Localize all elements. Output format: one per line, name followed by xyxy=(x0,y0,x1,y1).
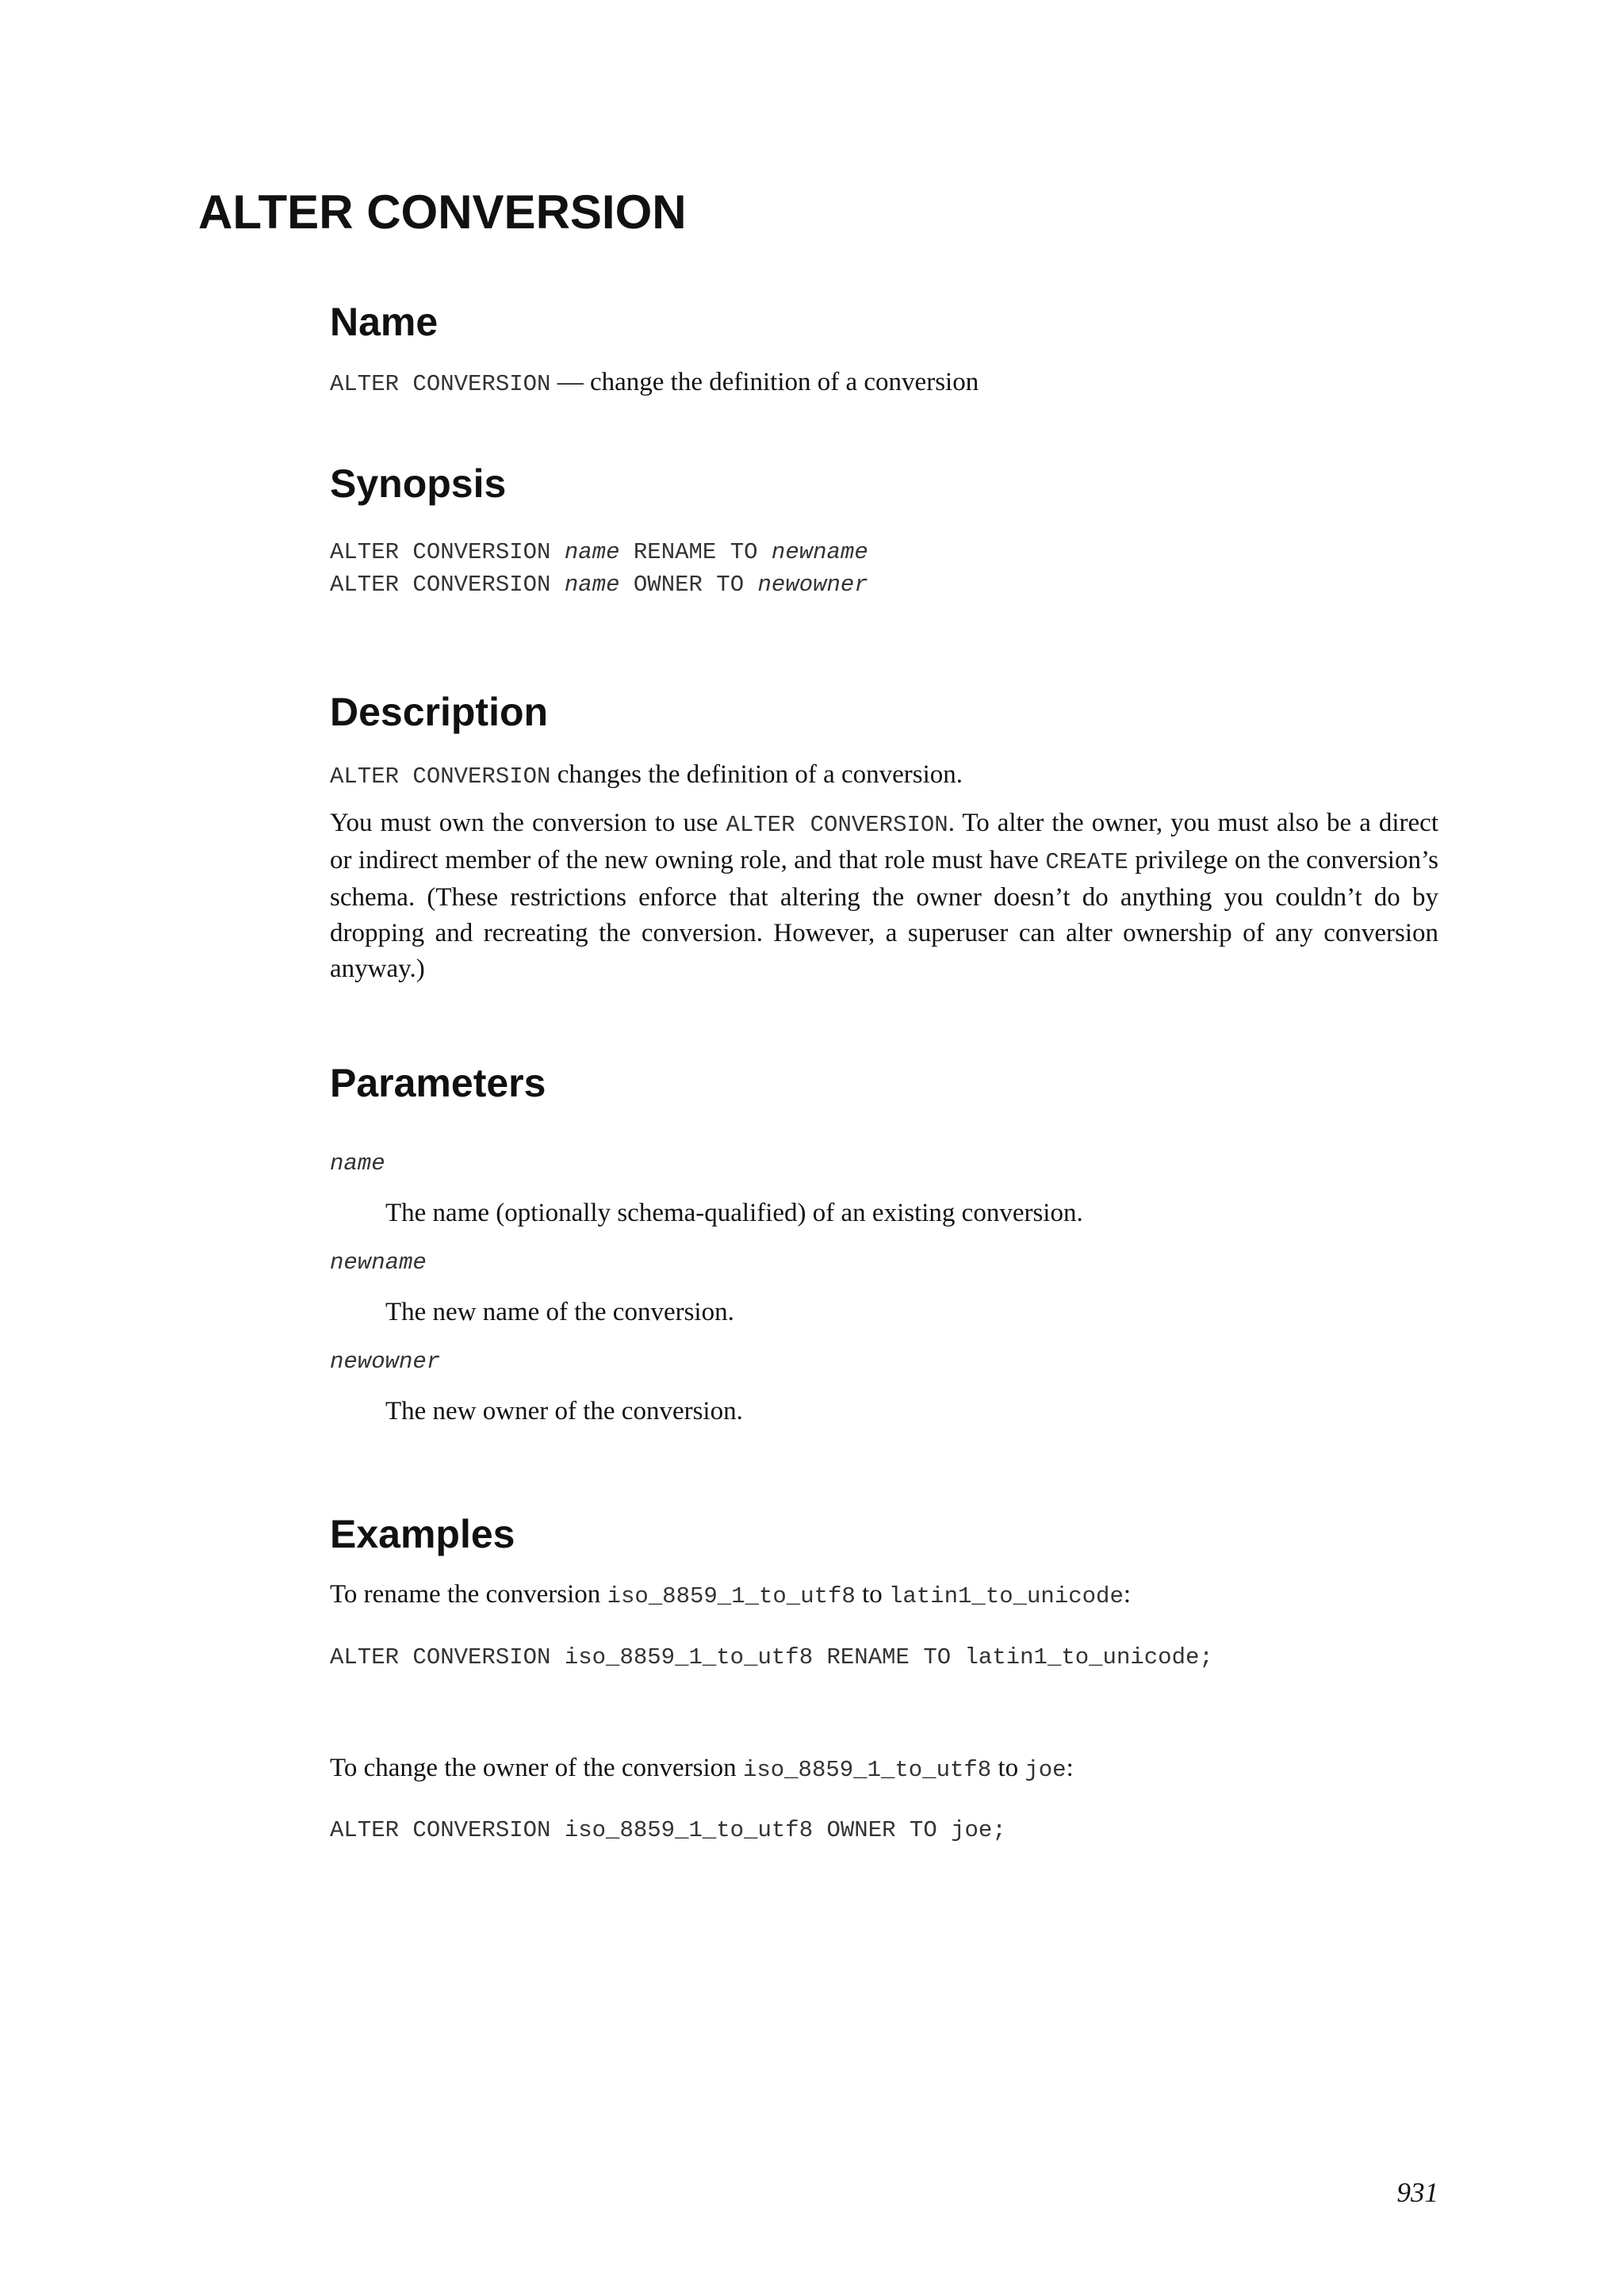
example-2-code: ALTER CONVERSION iso_8859_1_to_utf8 OWNER TO joe; xyxy=(330,1817,1006,1843)
example-1-code: ALTER CONVERSION iso_8859_1_to_utf8 RENAME TO latin1_to_unicode; xyxy=(330,1644,1213,1670)
parameter-definition: The new name of the conversion. xyxy=(385,1298,734,1326)
paragraph-text: To rename the conversion xyxy=(330,1580,607,1609)
paragraph-text: You must own the conversion to use xyxy=(330,809,726,837)
synopsis-keyword: RENAME TO xyxy=(619,539,772,565)
synopsis-param: name xyxy=(564,572,620,598)
synopsis-line xyxy=(330,568,868,601)
name-paragraph xyxy=(330,365,979,402)
description-paragraph-2 xyxy=(330,806,1438,987)
synopsis-keyword: ALTER CONVERSION xyxy=(330,539,565,565)
synopsis-param: name xyxy=(564,539,620,565)
inline-code: latin1_to_unicode xyxy=(889,1583,1124,1609)
inline-code: iso_8859_1_to_utf8 xyxy=(742,1757,992,1783)
examples-heading: Examples xyxy=(330,1512,515,1556)
inline-code: ALTER CONVERSION xyxy=(330,763,551,790)
paragraph-text: . To alter the owner, you must also be a direct or indirect member of the new owning role, and that role must have xyxy=(330,809,1438,874)
inline-code: iso_8859_1_to_utf8 xyxy=(607,1583,856,1609)
command-name: ALTER CONVERSION xyxy=(330,371,551,397)
paragraph-text: : xyxy=(1123,1580,1132,1609)
page-number: 931 xyxy=(1396,2177,1438,2208)
description-heading: Description xyxy=(330,690,549,734)
example-1-intro xyxy=(330,1577,1131,1614)
paragraph-text: To change the owner of the conversion xyxy=(330,1754,743,1782)
paragraph-text: to xyxy=(855,1580,889,1609)
page-title: ALTER CONVERSION xyxy=(198,186,687,239)
paragraph-text: to xyxy=(991,1754,1025,1782)
synopsis-keyword: ALTER CONVERSION xyxy=(330,572,565,598)
synopsis-keyword: OWNER TO xyxy=(619,572,758,598)
parameter-term-newname: newname xyxy=(330,1249,427,1276)
name-heading: Name xyxy=(330,300,439,344)
parameter-term-newowner: newowner xyxy=(330,1349,441,1375)
paragraph-text: privilege on the conversion’s schema. (These restrictions enforce that altering the owner doesn’t do anything you couldn’t do by dropping and recreating the conversion. However, a superuser can alter ownership of any conversion anyway.) xyxy=(330,846,1438,983)
parameters-heading: Parameters xyxy=(330,1061,546,1105)
synopsis-block xyxy=(330,536,868,601)
paragraph-text: changes the definition of a conversion. xyxy=(550,760,963,789)
synopsis-heading: Synopsis xyxy=(330,461,507,506)
paragraph-text: : xyxy=(1066,1754,1074,1782)
inline-code: ALTER CONVERSION xyxy=(726,812,948,838)
parameter-term-name: name xyxy=(330,1150,385,1177)
synopsis-param: newowner xyxy=(757,572,868,598)
description-paragraph-1 xyxy=(330,757,963,794)
parameter-definition: The new owner of the conversion. xyxy=(385,1397,743,1425)
synopsis-line xyxy=(330,536,868,568)
synopsis-param: newname xyxy=(771,539,868,565)
example-2-intro xyxy=(330,1751,1074,1788)
command-purpose: — change the definition of a conversion xyxy=(550,368,979,396)
inline-code: CREATE xyxy=(1045,849,1128,875)
inline-code: joe xyxy=(1025,1757,1067,1783)
parameter-definition: The name (optionally schema-qualified) of an existing conversion. xyxy=(385,1199,1083,1227)
